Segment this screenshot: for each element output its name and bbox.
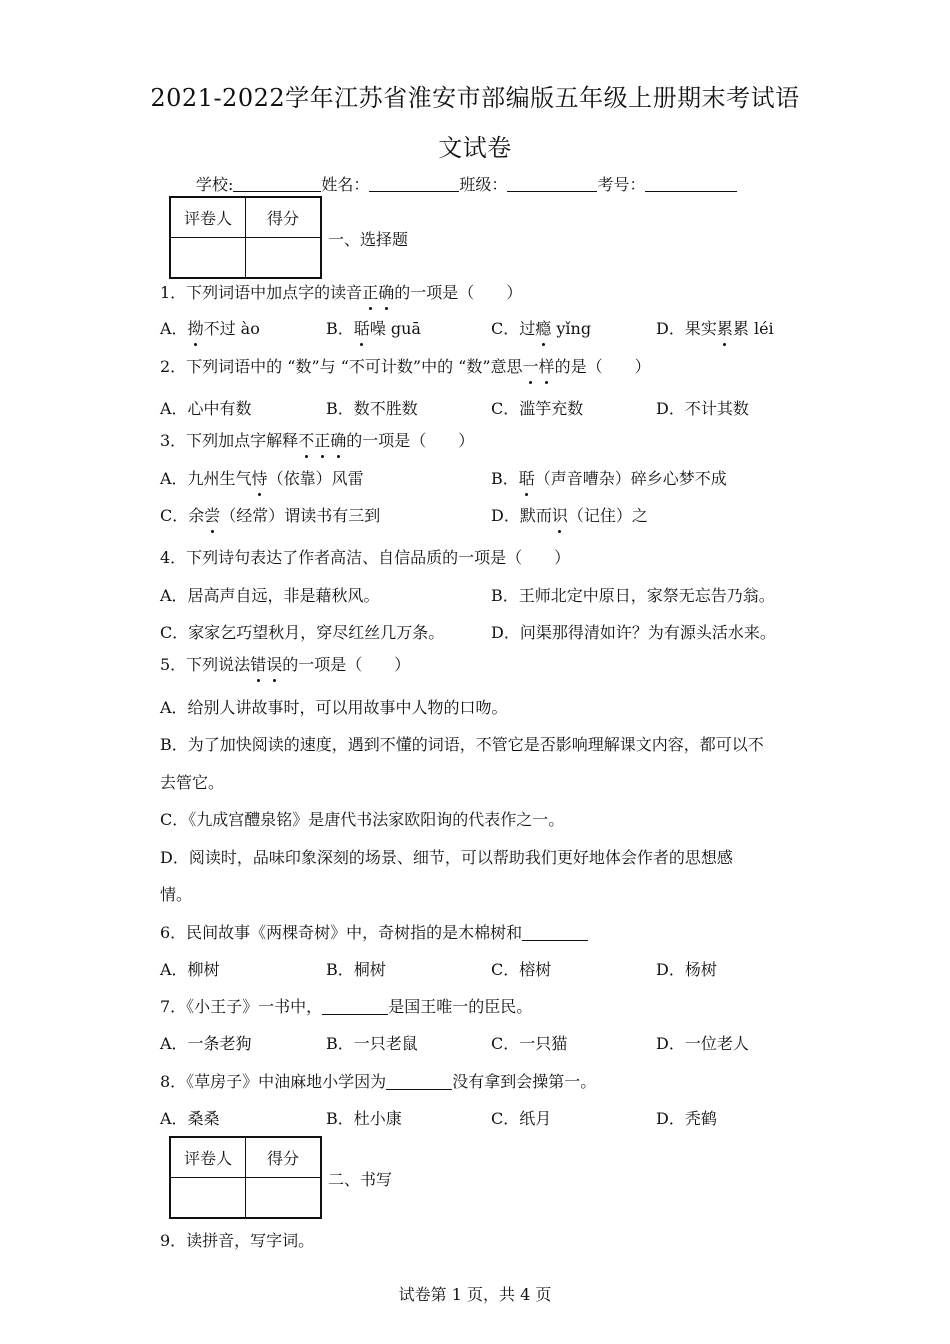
q5-option-a[interactable]: A．给别人讲故事时，可以用故事中人物的口吻。 — [160, 698, 508, 717]
q3-option-a[interactable]: A．九州生气恃（依靠）风雷 — [160, 466, 364, 489]
question-6: 6．民间故事《两棵奇树》中，奇树指的是木棉树和 — [160, 920, 588, 943]
question-1: 1．下列词语中加点字的读音正确的一项是（ ） — [160, 280, 522, 303]
q3-option-d[interactable]: D．默而识（记住）之 — [491, 503, 648, 526]
q8-option-b[interactable]: B．杜小康 — [326, 1109, 402, 1128]
score-header: 得分 — [246, 1137, 322, 1178]
question-3: 3．下列加点字解释不正确的一项是（ ） — [160, 428, 474, 451]
section-title-writing: 二、书写 — [328, 1170, 393, 1189]
question-4: 4．下列诗句表达了作者高洁、自信品质的一项是（ ） — [160, 548, 571, 567]
q3-option-c[interactable]: C．余尝（经常）谓读书有三到 — [160, 503, 380, 526]
q2-option-d[interactable]: D．不计其数 — [656, 399, 749, 418]
q1-option-d[interactable]: D．果实累累 léi — [656, 316, 774, 339]
q4-option-b[interactable]: B．王师北定中原日，家祭无忘告乃翁。 — [491, 586, 775, 605]
q6-option-b[interactable]: B．桐树 — [326, 960, 386, 979]
q1-option-a[interactable]: A．拗不过 ào — [160, 316, 260, 339]
q6-option-c[interactable]: C．榕树 — [491, 960, 552, 979]
q8-option-a[interactable]: A．桑桑 — [160, 1109, 220, 1128]
q4-option-a[interactable]: A．居高声自远，非是藉秋风。 — [160, 586, 380, 605]
q6-option-d[interactable]: D．杨树 — [656, 960, 717, 979]
q4-option-c[interactable]: C．家家乞巧望秋月，穿尽红丝几万条。 — [160, 623, 445, 642]
score-cell[interactable] — [246, 238, 322, 279]
q5-option-d-line1[interactable]: D．阅读时，品味印象深刻的场景、细节，可以帮助我们更好地体会作者的思想感 — [160, 848, 733, 867]
q7-option-a[interactable]: A．一条老狗 — [160, 1034, 252, 1053]
q7-answer-blank[interactable] — [322, 998, 388, 1015]
question-2: 2．下列词语中的 “数”与 “不可计数”中的 “数”意思一样的是（ ） — [160, 354, 651, 377]
q6-option-a[interactable]: A．柳树 — [160, 960, 220, 979]
q5-option-d-line2[interactable]: 情。 — [160, 885, 193, 904]
q5-option-b-line2[interactable]: 去管它。 — [160, 773, 225, 792]
q2-option-c[interactable]: C．滥竽充数 — [491, 399, 584, 418]
question-8: 8．《草房子》中油麻地小学因为 没有拿到会操第一。 — [160, 1072, 597, 1091]
question-5: 5．下列说法错误的一项是（ ） — [160, 652, 410, 675]
q5-option-b-line1[interactable]: B．为了加快阅读的速度，遇到不懂的词语，不管它是否影响理解课文内容，都可以不 — [160, 735, 764, 754]
class-blank[interactable] — [507, 175, 597, 192]
school-blank[interactable] — [233, 175, 321, 192]
grader-cell[interactable] — [170, 238, 246, 279]
number-label: 考号： — [597, 175, 646, 194]
exam-title-line1: 2021-2022学年江苏省淮安市部编版五年级上册期末考试语 — [150, 84, 800, 112]
grader-header: 评卷人 — [170, 1137, 246, 1178]
q8-answer-blank[interactable] — [386, 1073, 452, 1090]
q5-option-c[interactable]: C．《九成宫醴泉铭》是唐代书法家欧阳询的代表作之一。 — [160, 810, 565, 829]
grader-header: 评卷人 — [170, 197, 246, 238]
q6-answer-blank[interactable] — [522, 924, 588, 941]
q7-option-c[interactable]: C．一只猫 — [491, 1034, 568, 1053]
q7-option-b[interactable]: B．一只老鼠 — [326, 1034, 418, 1053]
grader-cell[interactable] — [170, 1178, 246, 1219]
score-cell[interactable] — [246, 1178, 322, 1219]
q8-option-c[interactable]: C．纸月 — [491, 1109, 552, 1128]
q7-option-d[interactable]: D．一位老人 — [656, 1034, 749, 1053]
student-info-line — [196, 172, 737, 195]
name-label: 姓名： — [321, 175, 370, 194]
page-footer: 试卷第 1 页，共 4 页 — [398, 1285, 552, 1304]
name-blank[interactable] — [369, 175, 459, 192]
q2-option-a[interactable]: A．心中有数 — [160, 399, 252, 418]
q1-option-c[interactable]: C．过瘾 yǐng — [491, 316, 591, 339]
q8-option-d[interactable]: D．秃鹤 — [656, 1109, 717, 1128]
score-table-1 — [169, 196, 322, 279]
q3-option-b[interactable]: B．聒（声音嘈杂）碎乡心梦不成 — [491, 466, 727, 489]
exam-title-line2: 文试卷 — [438, 134, 512, 162]
class-label: 班级： — [459, 175, 508, 194]
score-table-2 — [169, 1136, 322, 1219]
q1-option-b[interactable]: B．聒噪 guā — [326, 316, 421, 339]
school-label: 学校: — [196, 175, 234, 194]
q4-option-d[interactable]: D．问渠那得清如许？为有源头活水来。 — [491, 623, 776, 642]
section-title-choice: 一、选择题 — [328, 230, 409, 249]
number-blank[interactable] — [645, 175, 737, 192]
question-9: 9．读拼音，写字词。 — [160, 1231, 315, 1250]
question-7: 7．《小王子》一书中， 是国王唯一的臣民。 — [160, 997, 533, 1016]
score-header: 得分 — [246, 197, 322, 238]
q2-option-b[interactable]: B．数不胜数 — [326, 399, 418, 418]
